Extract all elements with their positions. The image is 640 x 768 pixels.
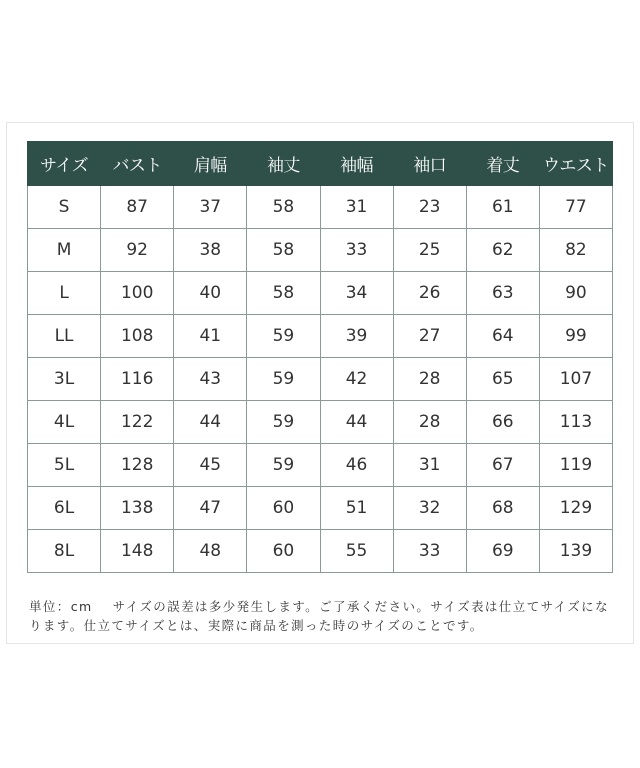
- table-cell: 59: [247, 315, 320, 358]
- table-cell: 59: [247, 401, 320, 444]
- table-cell: 26: [393, 272, 466, 315]
- table-cell: 82: [539, 229, 612, 272]
- table-cell: 139: [539, 530, 612, 573]
- header-length: 着丈: [466, 142, 539, 186]
- table-cell: 59: [247, 358, 320, 401]
- table-cell: 60: [247, 530, 320, 573]
- table-row: [28, 358, 613, 401]
- table-cell: 87: [101, 186, 174, 229]
- header-shoulder-width: 肩幅: [174, 142, 247, 186]
- table-cell: 138: [101, 487, 174, 530]
- table-cell: 90: [539, 272, 612, 315]
- table-cell: 58: [247, 272, 320, 315]
- table-cell: 43: [174, 358, 247, 401]
- table-cell: 64: [466, 315, 539, 358]
- table-cell: 28: [393, 401, 466, 444]
- table-cell: 116: [101, 358, 174, 401]
- table-cell: 44: [174, 401, 247, 444]
- table-cell: 128: [101, 444, 174, 487]
- table-cell: 4L: [28, 401, 101, 444]
- table-cell: 100: [101, 272, 174, 315]
- size-note-text: サイズの誤差は多少発生します。ご了承ください。サイズ表は仕立てサイズになります。仕立てサイズとは、実際に商品を測った時のサイズのことです。: [29, 599, 609, 633]
- table-cell: 33: [393, 530, 466, 573]
- table-cell: 23: [393, 186, 466, 229]
- table-cell: 38: [174, 229, 247, 272]
- table-cell: 33: [320, 229, 393, 272]
- table-cell: 77: [539, 186, 612, 229]
- table-cell: 119: [539, 444, 612, 487]
- size-table-header: [28, 142, 613, 186]
- table-cell: 3L: [28, 358, 101, 401]
- table-cell: 28: [393, 358, 466, 401]
- table-cell: 41: [174, 315, 247, 358]
- table-row: [28, 487, 613, 530]
- table-cell: 40: [174, 272, 247, 315]
- table-cell: 129: [539, 487, 612, 530]
- header-sleeve-length: 袖丈: [247, 142, 320, 186]
- table-row: [28, 401, 613, 444]
- table-row: [28, 272, 613, 315]
- table-cell: 113: [539, 401, 612, 444]
- table-cell: M: [28, 229, 101, 272]
- table-cell: 108: [101, 315, 174, 358]
- table-row: [28, 186, 613, 229]
- header-cuff: 袖口: [393, 142, 466, 186]
- table-cell: 55: [320, 530, 393, 573]
- table-cell: 68: [466, 487, 539, 530]
- unit-label: 単位：cm: [29, 599, 93, 614]
- table-row: [28, 444, 613, 487]
- header-row: [28, 142, 613, 186]
- table-cell: 31: [393, 444, 466, 487]
- size-table: [27, 141, 613, 573]
- header-bust: バスト: [101, 142, 174, 186]
- header-waist: ウエスト: [539, 142, 612, 186]
- table-cell: 8L: [28, 530, 101, 573]
- table-cell: 37: [174, 186, 247, 229]
- table-cell: 32: [393, 487, 466, 530]
- table-cell: 65: [466, 358, 539, 401]
- table-row: [28, 530, 613, 573]
- table-cell: 48: [174, 530, 247, 573]
- table-cell: S: [28, 186, 101, 229]
- header-size: サイズ: [28, 142, 101, 186]
- table-cell: 45: [174, 444, 247, 487]
- table-cell: 107: [539, 358, 612, 401]
- table-cell: L: [28, 272, 101, 315]
- table-cell: 67: [466, 444, 539, 487]
- table-cell: 59: [247, 444, 320, 487]
- table-cell: 63: [466, 272, 539, 315]
- table-cell: 44: [320, 401, 393, 444]
- table-cell: 5L: [28, 444, 101, 487]
- table-cell: 34: [320, 272, 393, 315]
- table-cell: 69: [466, 530, 539, 573]
- table-cell: 46: [320, 444, 393, 487]
- table-cell: 25: [393, 229, 466, 272]
- table-cell: 31: [320, 186, 393, 229]
- table-cell: 60: [247, 487, 320, 530]
- table-cell: 122: [101, 401, 174, 444]
- table-cell: 6L: [28, 487, 101, 530]
- table-cell: 99: [539, 315, 612, 358]
- table-row: [28, 229, 613, 272]
- table-cell: 61: [466, 186, 539, 229]
- size-note: [29, 597, 615, 635]
- table-cell: 51: [320, 487, 393, 530]
- table-cell: 58: [247, 186, 320, 229]
- header-sleeve-width: 袖幅: [320, 142, 393, 186]
- table-cell: 62: [466, 229, 539, 272]
- table-cell: 47: [174, 487, 247, 530]
- table-cell: LL: [28, 315, 101, 358]
- table-cell: 27: [393, 315, 466, 358]
- table-cell: 66: [466, 401, 539, 444]
- table-cell: 39: [320, 315, 393, 358]
- table-cell: 92: [101, 229, 174, 272]
- table-cell: 42: [320, 358, 393, 401]
- table-cell: 58: [247, 229, 320, 272]
- size-table-body: [28, 186, 613, 573]
- table-row: [28, 315, 613, 358]
- table-cell: 148: [101, 530, 174, 573]
